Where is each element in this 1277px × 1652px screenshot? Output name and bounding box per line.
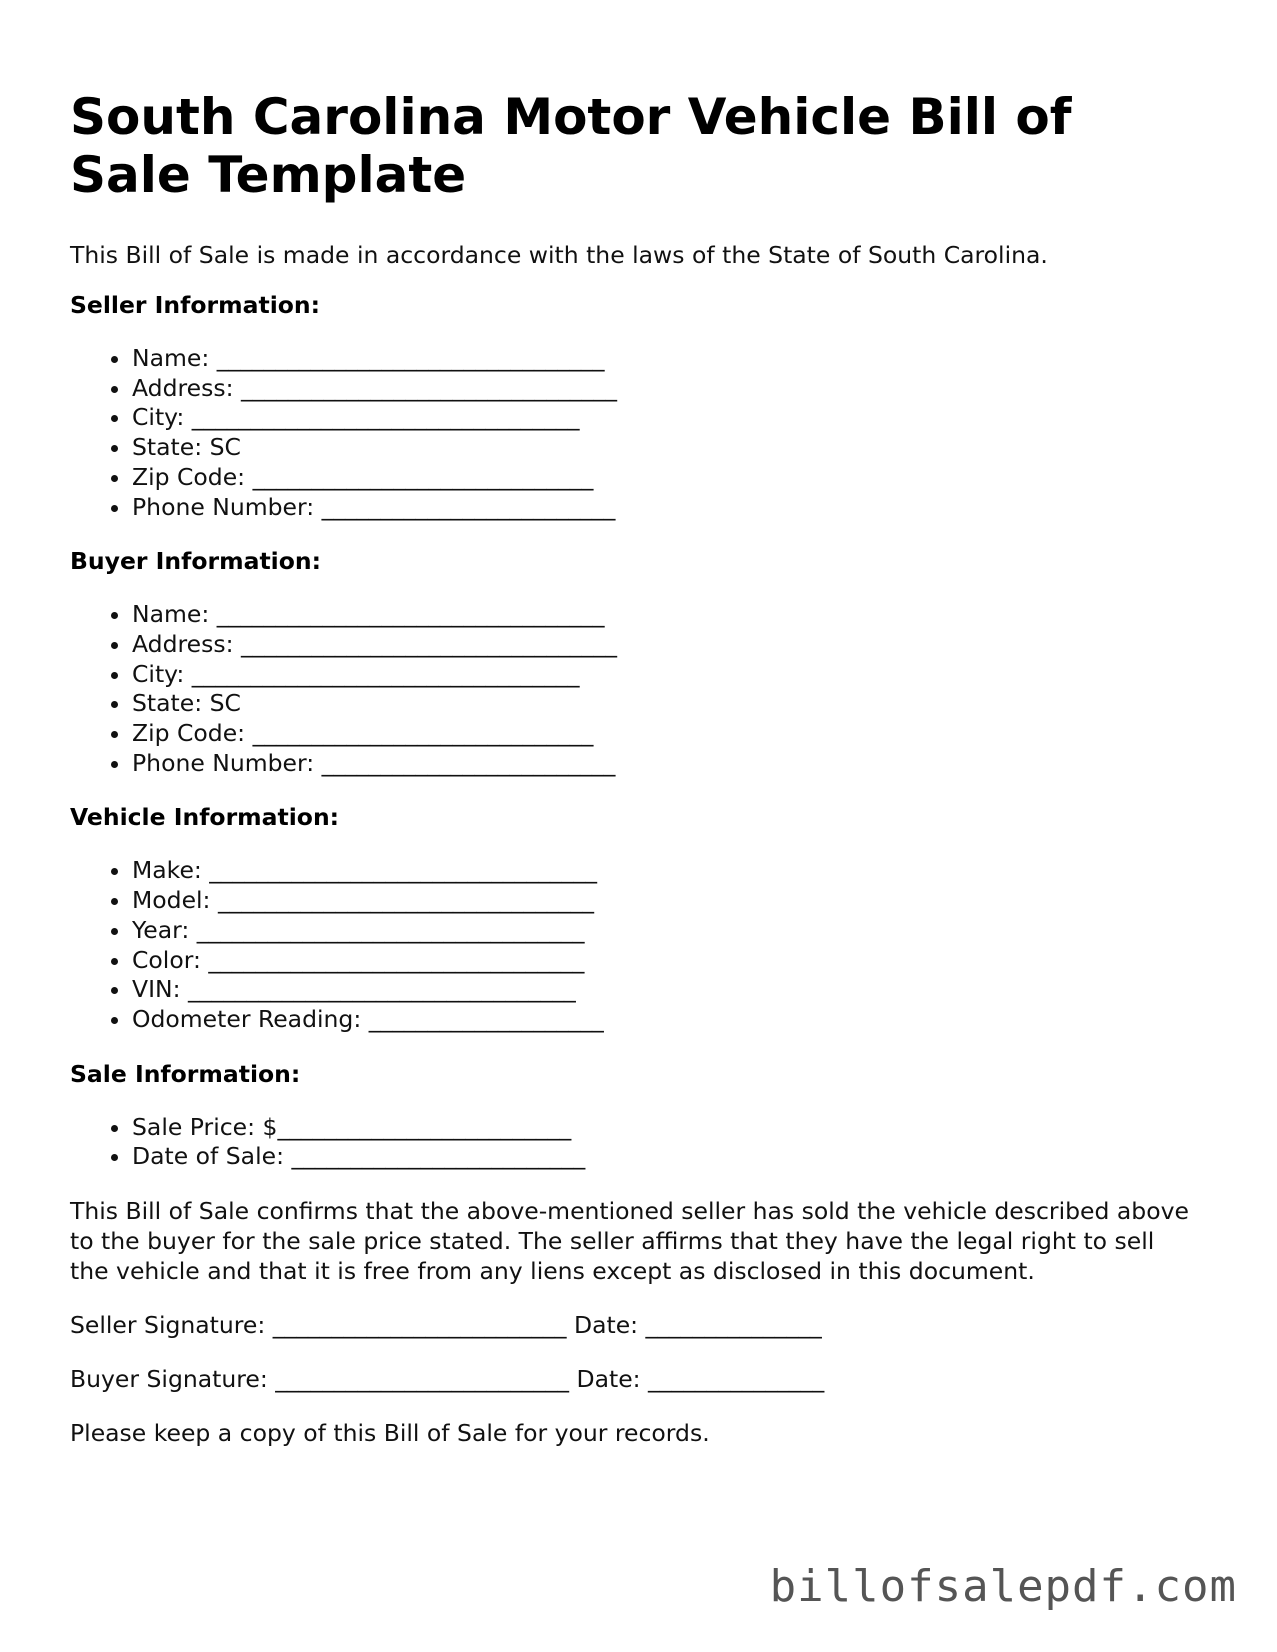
watermark-text: billofsalepdf.com: [769, 1561, 1237, 1612]
seller-state-field: • State: SC: [132, 433, 1200, 463]
confirmation-paragraph: This Bill of Sale confirms that the above-mentioned seller has sold the vehicle described above to the buyer for the sale price stated. The seller affirms that they have the legal right to sell the vehicle and that it is free from any liens except as disclosed in this document.: [70, 1197, 1189, 1286]
vehicle-make-field: • Make: _________________________________: [132, 856, 1200, 886]
seller-info-heading: Seller Information:: [70, 291, 321, 319]
intro-paragraph: This Bill of Sale is made in accordance with the laws of the State of South Carolina.: [70, 241, 1048, 269]
seller-info-list: [70, 344, 1200, 522]
vehicle-odometer-field: • Odometer Reading: ____________________: [132, 1005, 1200, 1035]
buyer-phone-field: • Phone Number: _________________________: [132, 749, 1200, 779]
vehicle-color-field: • Color: ________________________________: [132, 946, 1200, 976]
document-page: [70, 88, 1200, 1468]
sale-info-list: [70, 1113, 1200, 1172]
vehicle-vin-field: • VIN: _________________________________: [132, 975, 1200, 1005]
vehicle-info-heading: Vehicle Information:: [70, 803, 340, 832]
seller-phone-field: • Phone Number: _________________________: [132, 493, 1200, 523]
seller-address-field: • Address: ________________________________: [132, 374, 1200, 404]
seller-signature-line: Seller Signature: _________________________ Date: _______________: [70, 1311, 822, 1340]
vehicle-model-field: • Model: ________________________________: [132, 886, 1200, 916]
vehicle-year-field: • Year: _________________________________: [132, 916, 1200, 946]
sale-price-field: • Sale Price: $_________________________: [132, 1113, 1200, 1143]
sale-date-field: • Date of Sale: _________________________: [132, 1142, 1200, 1172]
buyer-name-field: • Name: _________________________________: [132, 600, 1200, 630]
closing-note: Please keep a copy of this Bill of Sale for your records.: [70, 1419, 710, 1448]
seller-zip-field: • Zip Code: _____________________________: [132, 463, 1200, 493]
buyer-info-heading: Buyer Information:: [70, 547, 322, 576]
buyer-zip-field: • Zip Code: _____________________________: [132, 719, 1200, 749]
buyer-state-field: • State: SC: [132, 689, 1200, 719]
buyer-city-field: • City: _________________________________: [132, 660, 1200, 690]
document-title: South Carolina Motor Vehicle Bill of Sale Template: [70, 88, 1072, 204]
buyer-signature-line: Buyer Signature: _________________________ Date: _______________: [70, 1365, 825, 1394]
sale-info-heading: Sale Information:: [70, 1059, 301, 1088]
seller-name-field: • Name: _________________________________: [132, 344, 1200, 374]
vehicle-info-list: [70, 856, 1200, 1034]
buyer-info-list: [70, 600, 1200, 778]
seller-city-field: • City: _________________________________: [132, 403, 1200, 433]
buyer-address-field: • Address: ________________________________: [132, 630, 1200, 660]
